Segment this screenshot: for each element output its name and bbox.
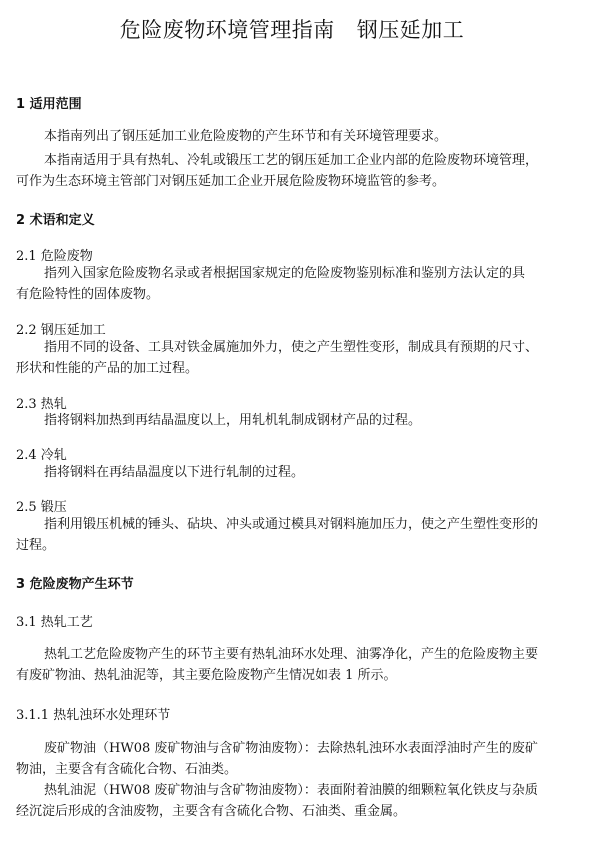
subsection-3-1-1-para-2-line: 热轧油泥（HW08 废矿物油与含矿物油废物）：表面附着油膜的细颗粒氧化铁皮与杂质 bbox=[44, 783, 538, 798]
subsection-3-1-1-para-2-line: 经沉淀后形成的含油废物，主要含有含硫化合物、石油类、重金属。 bbox=[16, 804, 407, 819]
subsection-3-1-para-line: 有废矿物油、热轧油泥等，其主要危险废物产生情况如表 1 所示。 bbox=[16, 668, 397, 683]
term-2-2-heading: 2.2 钢压延加工 bbox=[16, 323, 106, 338]
term-2-1-definition-line: 有危险特性的固体废物。 bbox=[16, 287, 160, 302]
subsection-3-1-para-line: 热轧工艺危险废物产生的环节主要有热轧油环水处理、油雾净化，产生的危险废物主要 bbox=[44, 647, 539, 662]
subsection-3-1-1-para-1-line: 废矿物油（HW08 废矿物油与含矿物油废物）：去除热轧浊环水表面浮油时产生的废矿 bbox=[44, 741, 538, 756]
section-1-para-2-line: 可作为生态环境主管部门对钢压延加工企业开展危险废物环境监管的参考。 bbox=[16, 174, 446, 189]
section-3-heading: 3 危险废物产生环节 bbox=[16, 577, 134, 592]
title-sub: 钢压延加工 bbox=[356, 18, 465, 42]
term-2-1-definition-line: 指列入国家危险废物名录或者根据国家规定的危险废物鉴别标准和鉴别方法认定的具 bbox=[44, 266, 526, 281]
subsection-3-1-1-para-1-line: 物油，主要含有含硫化合物、石油类。 bbox=[16, 762, 238, 777]
section-1-heading: 1 适用范围 bbox=[16, 97, 82, 112]
term-2-5-definition-line: 过程。 bbox=[16, 538, 56, 553]
page-title bbox=[0, 14, 584, 44]
title-main: 危险废物环境管理指南 bbox=[119, 18, 335, 42]
section-1-para-1-line: 本指南列出了钢压延加工业危险废物的产生环节和有关环境管理要求。 bbox=[44, 129, 448, 144]
term-2-5-heading: 2.5 锻压 bbox=[16, 500, 67, 515]
term-2-4-heading: 2.4 冷轧 bbox=[16, 448, 67, 463]
subsection-3-1-heading: 3.1 热轧工艺 bbox=[16, 615, 93, 630]
term-2-3-heading: 2.3 热轧 bbox=[16, 397, 67, 412]
subsection-3-1-1-heading: 3.1.1 热轧浊环水处理环节 bbox=[16, 708, 171, 723]
section-1-para-2-line: 本指南适用于具有热轧、冷轧或锻压工艺的钢压延加工企业内部的危险废物环境管理， bbox=[44, 153, 539, 168]
section-2-heading: 2 术语和定义 bbox=[16, 213, 95, 228]
term-2-2-definition-line: 指用不同的设备、工具对铁金属施加外力，使之产生塑性变形，制成具有预期的尺寸、 bbox=[44, 340, 539, 355]
term-2-2-definition-line: 形状和性能的产品的加工过程。 bbox=[16, 361, 199, 376]
term-2-3-definition-line: 指将钢料加热到再结晶温度以上，用轧机轧制成钢材产品的过程。 bbox=[44, 413, 422, 428]
term-2-4-definition-line: 指将钢料在再结晶温度以下进行轧制的过程。 bbox=[44, 465, 305, 480]
term-2-1-heading: 2.1 危险废物 bbox=[16, 249, 93, 264]
term-2-5-definition-line: 指利用锻压机械的锤头、砧块、冲头或通过模具对钢料施加压力，使之产生塑性变形的 bbox=[44, 517, 539, 532]
